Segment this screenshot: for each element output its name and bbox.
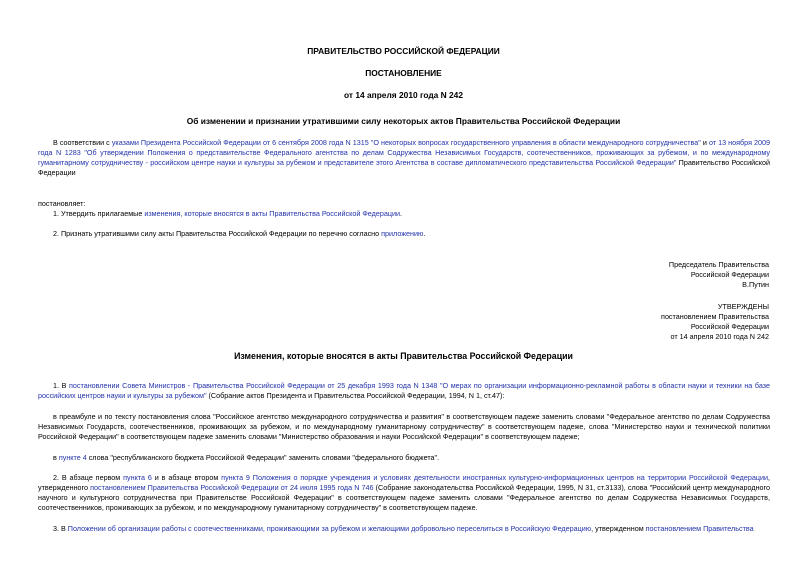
changes-title: Изменения, которые вносятся в акты Правительства Российской Федерации [234, 351, 573, 361]
change-1 [38, 381, 770, 401]
signature-block [669, 260, 769, 290]
link-regulation-compatriots[interactable]: Положении об организации работы с соотечественниками, проживающими за рубежом и желающими добровольно переселиться в Российскую Федерацию [67, 524, 592, 533]
change-3-text-1: 3. В [53, 524, 68, 533]
link-point-4[interactable]: пункте 4 [58, 453, 87, 462]
link-resolution-1348[interactable]: постановлении Совета Министров - Правительства Российской Федерации от 25 декабря 1993 года N 1348 "О мерах по организации информационно-рекламной работы в области науки и техники на базе российских центров науки и культуры за рубежом" [38, 381, 770, 400]
doc-type-heading: ПОСТАНОВЛЕНИЕ [365, 68, 442, 78]
intro-paragraph [38, 138, 770, 178]
link-appendix[interactable]: приложению [381, 229, 424, 238]
change-2-text-4: (Собрание законодательства Российской Федерации, 1995, N 31, ст.3133), слова "Российский центр международного научного и культурного сотрудничества при Правительстве Российской Федерации" в соответствующем падеже заменить словами "Федеральное агентство по делам Содружества Независимых Государств, соотечественников, проживающих за рубежом, и по международному гуманитарному сотрудничеству" в соответствующем падеже. [38, 483, 771, 512]
change-1a: в преамбуле и по тексту постановления слова "Российское агентство международного сотрудничества и развития" в соответствующем падеже заменить словами "Федеральное агентство по делам Содружества Независимых Государств, соотечественников, проживающих за рубежом, и по международному гуманитарному сотрудничеству" в соответствующем падеже, слова "Министерство науки и технической политики Российской Федерации" в соответствующем падеже заменить словами "Министерство образования и науки Российской Федерации" в соответствующем падеже; [38, 412, 770, 441]
item-1-text: 1. Утвердить прилагаемые [53, 209, 145, 218]
document-title: Об изменении и признании утратившими силу некоторых актов Правительства Российской Федерации [186, 116, 621, 126]
signature-name: В.Путин [742, 280, 769, 289]
change-2-text-2: и в абзаце втором [151, 473, 222, 482]
link-point-9[interactable]: пункта 9 Положения о порядке учреждения и условиях деятельности иностранных культурно-информационных центров на территории Российской Федерации [221, 473, 769, 482]
link-resolution-approval[interactable]: постановлением Правительства [645, 524, 754, 533]
change-3-text-2: , утвержденном [591, 524, 646, 533]
change-2-text-3: , утвержденного [38, 473, 771, 492]
approved-block [661, 302, 769, 342]
change-2-text-1: 2. В абзаце первом [53, 473, 124, 482]
date-number-heading: от 14 апреля 2010 года N 242 [344, 90, 463, 100]
change-1-text-2: (Собрание актов Президента и Правительства Российской Федерации, 1994, N 1, ст.47): [206, 391, 505, 400]
approved-by: постановлением Правительства [661, 312, 769, 321]
change-1b-text-2: слова "республиканского бюджета Российской Федерации" заменить словами "федерального бюджета". [86, 453, 440, 462]
intro-text-2: и [700, 138, 709, 147]
link-resolution-746[interactable]: постановлением Правительства Российской Федерации от 24 июля 1995 года N 746 [90, 483, 374, 492]
government-heading: ПРАВИТЕЛЬСТВО РОССИЙСКОЙ ФЕДЕРАЦИИ [307, 46, 500, 56]
change-1b-text-1: в [53, 453, 59, 462]
change-1b [38, 453, 770, 463]
link-point-6[interactable]: пункта 6 [123, 473, 152, 482]
signature-position: Председатель Правительства [668, 260, 769, 269]
item-1-end: . [399, 209, 402, 218]
intro-text-1: В соответствии с [53, 138, 112, 147]
decree-word: постановляет: [38, 199, 86, 208]
approved-org: Российской Федерации [690, 322, 769, 331]
change-1-text-1: 1. В [53, 381, 70, 390]
change-3 [38, 524, 770, 534]
link-decree-1283[interactable]: от 13 ноября 2009 года N 1283 "Об утверждении Положения о представительстве Федерального агентства по делам Содружества Независимых Государств, соотечественников, проживающих за рубежом, и по международному гуманитарному сотрудничеству - российском центре науки и культуры за рубежом и представителе этого Агентства в составе дипломатического представительства Российской Федерации" [38, 138, 771, 167]
approved-label: УТВЕРЖДЕНЫ [717, 302, 769, 311]
item-1 [53, 209, 402, 219]
link-decree-1315[interactable]: указами Президента Российской Федерации от 6 сентября 2008 года N 1315 "О некоторых вопросах государственного управления в области международного сотрудничества" [111, 138, 701, 147]
link-changes[interactable]: изменения, которые вносятся в акты Правительства Российской Федерации [144, 209, 400, 218]
signature-org: Российской Федерации [690, 270, 769, 279]
intro-text-3: Правительство Российской Федерации [38, 158, 770, 177]
item-2-text: 2. Признать утратившими силу акты Правительства Российской Федерации по перечню согласно [53, 229, 382, 238]
item-2-end: . [423, 229, 426, 238]
approved-date: от 14 апреля 2010 года N 242 [670, 332, 769, 341]
item-2 [53, 229, 425, 239]
change-2 [38, 473, 770, 513]
